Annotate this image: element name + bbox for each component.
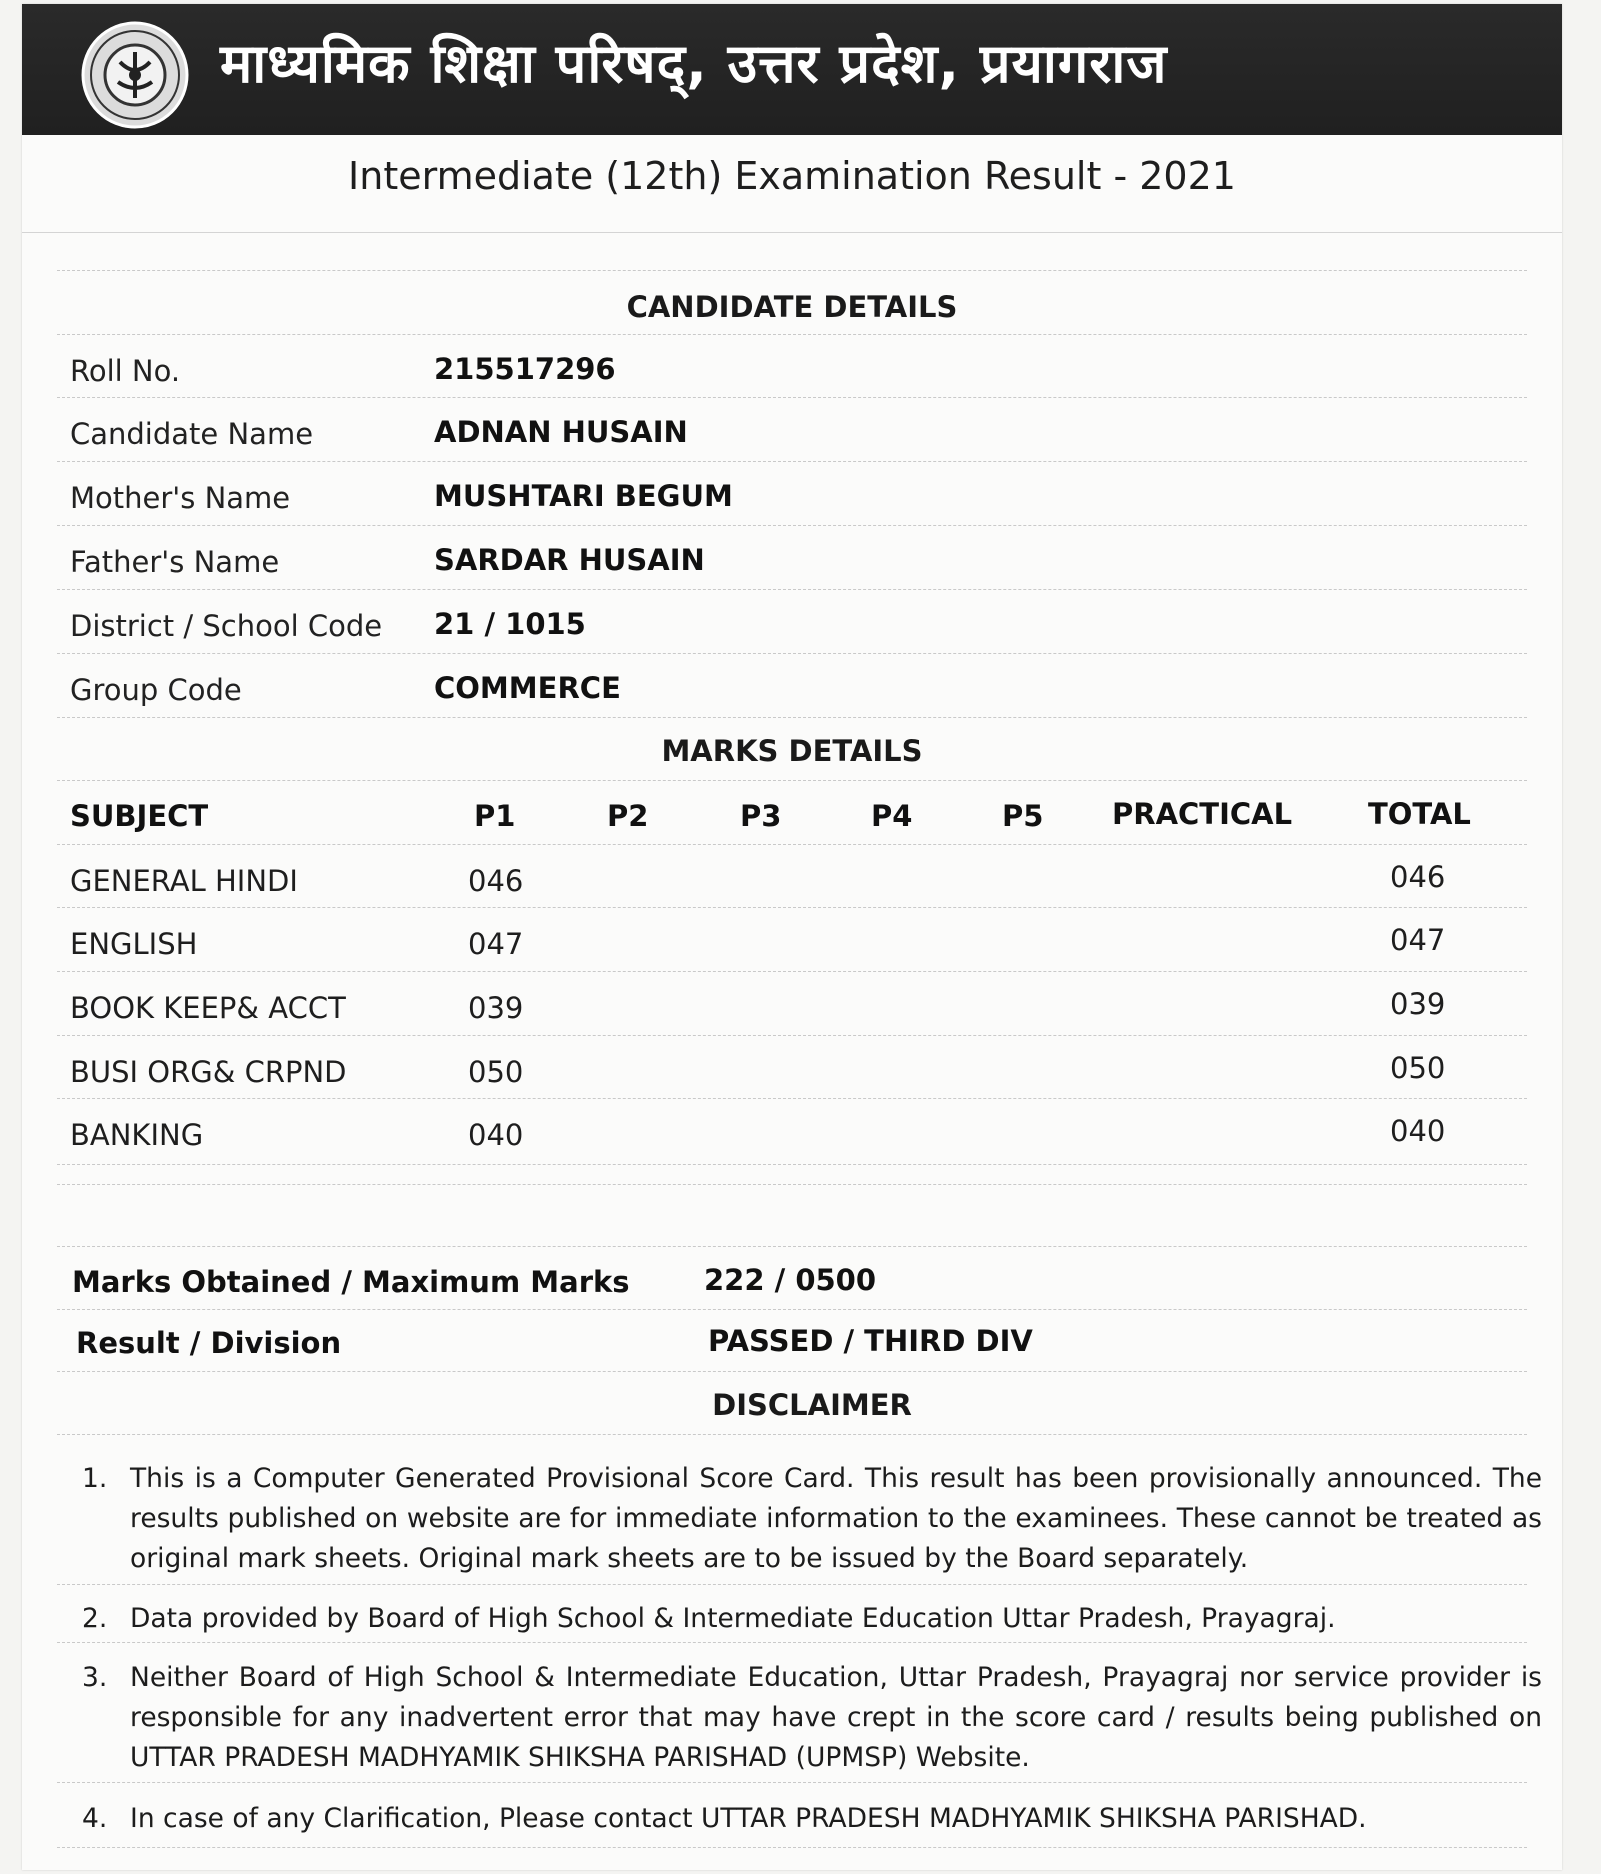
- district-school-code-label: District / School Code: [70, 609, 383, 643]
- result-division-label: Result / Division: [76, 1326, 342, 1360]
- divider: [57, 844, 1527, 845]
- disclaimer-number: 4.: [82, 1803, 108, 1834]
- subject-total: 047: [1390, 923, 1446, 957]
- subject-p1: 050: [468, 1055, 524, 1089]
- divider: [57, 397, 1527, 398]
- divider: [57, 907, 1527, 908]
- exam-title: Intermediate (12th) Examination Result - 2021: [348, 154, 1236, 198]
- divider: [57, 1434, 1527, 1435]
- divider: [57, 1371, 1527, 1372]
- disclaimer-item: [82, 1799, 1542, 1839]
- disclaimer-item: [82, 1459, 1542, 1579]
- result-division-value: PASSED / THIRD DIV: [708, 1324, 1033, 1358]
- divider: [57, 461, 1527, 462]
- divider: [57, 717, 1527, 718]
- mother-name-value: MUSHTARI BEGUM: [434, 479, 733, 513]
- subject-name: BUSI ORG& CRPND: [70, 1055, 347, 1089]
- divider: [57, 270, 1527, 271]
- subject-name: BANKING: [70, 1118, 204, 1152]
- divider: [57, 1164, 1527, 1165]
- col-total: TOTAL: [1368, 797, 1471, 831]
- divider: [57, 1309, 1527, 1310]
- divider: [57, 1184, 1527, 1185]
- disclaimer-item: [82, 1658, 1542, 1778]
- marks-obtained-label: Marks Obtained / Maximum Marks: [72, 1265, 630, 1299]
- roll-no-label: Roll No.: [70, 354, 181, 388]
- mother-name-label: Mother's Name: [70, 481, 291, 515]
- divider: [22, 232, 1562, 233]
- candidate-name-value: ADNAN HUSAIN: [434, 415, 688, 449]
- col-practical: PRACTICAL: [1112, 797, 1293, 831]
- subject-name: ENGLISH: [70, 927, 198, 961]
- marks-details-title: MARKS DETAILS: [661, 734, 923, 768]
- divider: [57, 1847, 1527, 1848]
- subject-p1: 039: [468, 991, 524, 1025]
- divider: [57, 525, 1527, 526]
- subject-total: 050: [1390, 1051, 1446, 1085]
- father-name-label: Father's Name: [70, 545, 280, 579]
- divider: [57, 1098, 1527, 1099]
- col-p1: P1: [474, 799, 516, 833]
- subject-total: 046: [1390, 860, 1446, 894]
- col-p2: P2: [607, 799, 649, 833]
- disclaimer-text: This is a Computer Generated Provisional Score Card. This result has been provisionally announced. The results published on website are for immediate information to the examinees. These cannot be treated as original mark sheets. Original mark sheets are to be issued by the Board separately.: [130, 1463, 1542, 1574]
- subject-p1: 046: [468, 864, 524, 898]
- group-code-value: COMMERCE: [434, 671, 621, 705]
- disclaimer-text: Neither Board of High School & Intermediate Education, Uttar Pradesh, Prayagraj nor service provider is responsible for any inadvertent error that may have crept in the score card / results being published on UTTAR PRADESH MADHYAMIK SHIKSHA PARISHAD (UPMSP) Website.: [130, 1662, 1542, 1773]
- divider: [57, 653, 1527, 654]
- father-name-value: SARDAR HUSAIN: [434, 543, 705, 577]
- divider: [57, 1782, 1527, 1783]
- subject-p1: 040: [468, 1118, 524, 1152]
- disclaimer-number: 2.: [82, 1603, 108, 1634]
- district-school-code-value: 21 / 1015: [434, 607, 586, 641]
- candidate-details-title: CANDIDATE DETAILS: [626, 290, 958, 324]
- divider: [57, 1246, 1527, 1247]
- header-bar: [22, 4, 1562, 135]
- col-subject: SUBJECT: [70, 799, 209, 833]
- divider: [57, 1642, 1527, 1643]
- divider: [57, 971, 1527, 972]
- disclaimer-text: Data provided by Board of High School & Intermediate Education Uttar Pradesh, Prayagraj.: [130, 1603, 1336, 1634]
- col-p3: P3: [740, 799, 782, 833]
- disclaimer-number: 3.: [82, 1662, 108, 1693]
- roll-no-value: 215517296: [434, 352, 616, 386]
- candidate-name-label: Candidate Name: [70, 417, 314, 451]
- marks-obtained-value: 222 / 0500: [704, 1263, 877, 1297]
- disclaimer-number: 1.: [82, 1463, 108, 1494]
- col-p5: P5: [1002, 799, 1044, 833]
- divider: [57, 1035, 1527, 1036]
- result-page: [22, 4, 1562, 1870]
- divider: [57, 334, 1527, 335]
- subject-p1: 047: [468, 927, 524, 961]
- subject-total: 039: [1390, 987, 1446, 1021]
- disclaimer-title: DISCLAIMER: [712, 1388, 912, 1422]
- subject-name: GENERAL HINDI: [70, 864, 298, 898]
- disclaimer-text: In case of any Clarification, Please contact UTTAR PRADESH MADHYAMIK SHIKSHA PARISHAD.: [130, 1803, 1367, 1834]
- group-code-label: Group Code: [70, 673, 242, 707]
- subject-name: BOOK KEEP& ACCT: [70, 991, 346, 1025]
- divider: [57, 1584, 1527, 1585]
- subject-total: 040: [1390, 1114, 1446, 1148]
- divider: [57, 780, 1527, 781]
- board-name: माध्यमिक शिक्षा परिषद्, उत्तर प्रदेश, प्रयागराज: [220, 32, 1168, 95]
- upmsp-seal-icon: [80, 20, 190, 130]
- disclaimer-item: [82, 1599, 1542, 1639]
- col-p4: P4: [871, 799, 913, 833]
- divider: [57, 589, 1527, 590]
